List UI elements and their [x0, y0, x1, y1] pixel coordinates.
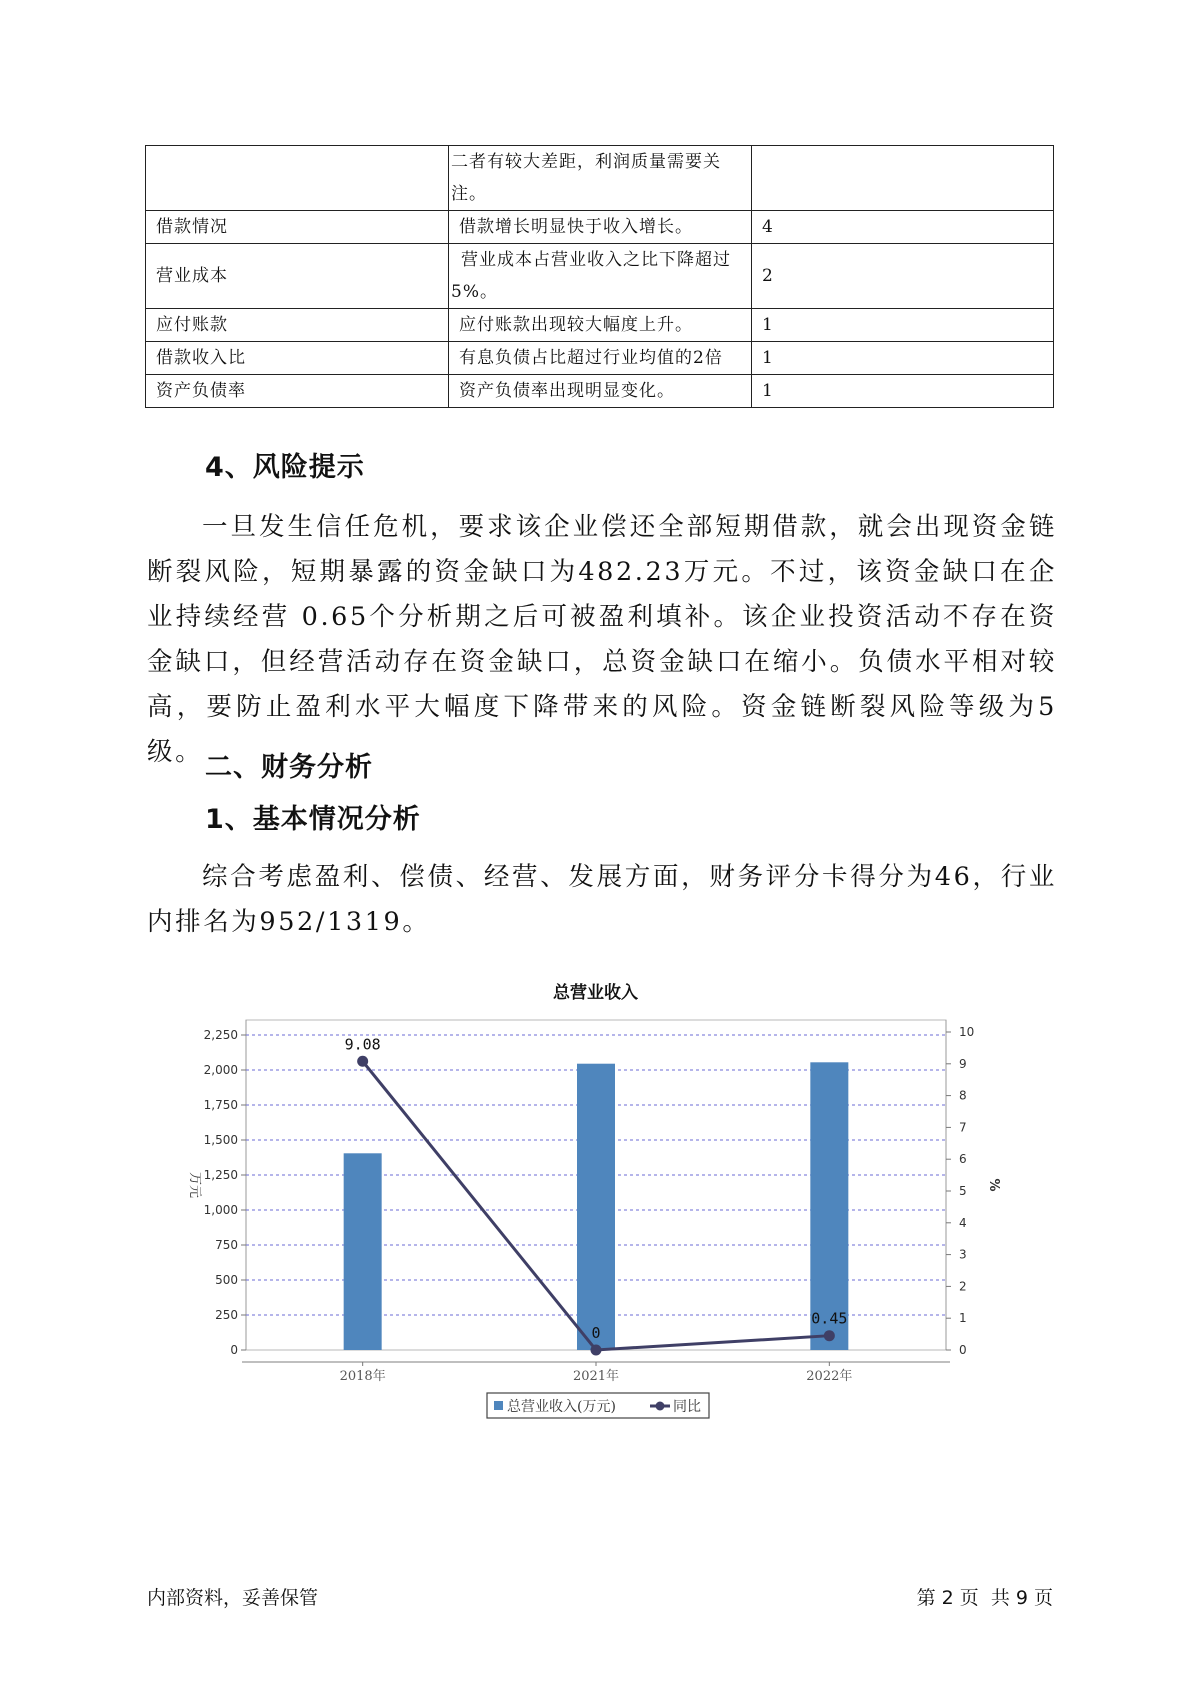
y-axis-label: 万元	[187, 1171, 202, 1199]
section-heading-finance: 二、财务分析	[205, 752, 373, 783]
y2-tick-label: 6	[959, 1152, 967, 1167]
yoy-point-1	[357, 1056, 368, 1067]
subsection-heading-basic: 1、基本情况分析	[205, 804, 421, 835]
y2-axis-label: %	[986, 1178, 1001, 1192]
table-cell: 有息负债占比超过行业均值的2倍	[449, 342, 752, 375]
y2-tick-label: 1	[959, 1311, 967, 1326]
section-heading-risk: 4、风险提示	[205, 452, 365, 483]
y-tick-label: 2,000	[203, 1063, 238, 1077]
table-cell: 借款情况	[146, 211, 449, 244]
legend-bar-swatch	[494, 1401, 503, 1410]
chart-title: 总营业收入	[553, 983, 638, 1003]
legend-bar-label: 总营业收入(万元)	[507, 1399, 616, 1415]
y-tick-label: 500	[215, 1273, 238, 1287]
y-tick-label: 1,500	[203, 1133, 238, 1147]
table-cell: 资产负债率	[146, 375, 449, 408]
table-cell: 借款增长明显快于收入增长。	[449, 211, 752, 244]
x-tick-label: 2022年	[806, 1369, 853, 1384]
table-cell: 4	[752, 211, 1054, 244]
y2-tick-label: 7	[959, 1120, 967, 1135]
y-tick-label: 1,750	[203, 1098, 238, 1112]
y-tick-label: 0	[230, 1343, 238, 1357]
y-tick-label: 250	[215, 1308, 238, 1322]
y2-tick-label: 5	[959, 1184, 967, 1198]
bar-2	[577, 1064, 615, 1350]
table-cell: 二者有较大差距，利润质量需要关注。	[449, 146, 752, 211]
x-tick-label: 2018年	[339, 1369, 386, 1384]
y-tick-label: 750	[215, 1238, 238, 1252]
y2-tick-label: 9	[959, 1056, 967, 1071]
bar-3	[810, 1062, 848, 1350]
table-cell: 借款收入比	[146, 342, 449, 375]
table-cell: 营业成本占营业收入之比下降超过5%。	[449, 244, 752, 309]
risk-paragraph: 一旦发生信任危机，要求该企业偿还全部短期借款，就会出现资金链断裂风险，短期暴露的资金缺口为482.23万元。不过，该资金缺口在企业持续经营 0.65个分析期之后可被盈利填补。该企业投资活动不存在资金缺口，但经营活动存在资金缺口，总资金缺口在缩小。负债水平相对较高，要防止盈利水平大幅度下降带来的风险。资金链断裂风险等级为5级。	[147, 512, 1057, 767]
yoy-point-3	[824, 1330, 835, 1341]
footer-confidential: 内部资料，妥善保管	[147, 1587, 319, 1609]
y-tick-label: 1,000	[203, 1203, 238, 1217]
table-cell: 2	[752, 244, 1054, 309]
y2-tick-label: 4	[959, 1215, 967, 1230]
y2-tick-label: 10	[959, 1025, 975, 1039]
bar-1	[344, 1153, 382, 1350]
table-cell: 资产负债率出现明显变化。	[449, 375, 752, 408]
table-cell: 应付账款	[146, 309, 449, 342]
y2-tick-label: 0	[959, 1343, 967, 1357]
y2-tick-label: 8	[959, 1088, 967, 1103]
table-cell: 营业成本	[146, 244, 449, 309]
basic-analysis-paragraph: 综合考虑盈利、偿债、经营、发展方面，财务评分卡得分为46，行业内排名为952/1319。	[147, 862, 1057, 937]
y2-tick-label: 3	[959, 1247, 967, 1262]
yoy-data-label: 0	[591, 1324, 601, 1342]
y-tick-label: 2,250	[203, 1028, 238, 1042]
yoy-point-2	[591, 1345, 602, 1356]
table-cell: 1	[752, 309, 1054, 342]
legend-line-label: 同比	[673, 1399, 701, 1415]
legend-line-marker	[656, 1402, 665, 1411]
footer-page-number: 第 2 页 共 9 页	[916, 1587, 1053, 1609]
y-tick-label: 1,250	[203, 1168, 238, 1182]
x-tick-label: 2021年	[572, 1369, 620, 1384]
yoy-data-label: 0.45	[811, 1309, 848, 1328]
y2-tick-label: 2	[959, 1279, 967, 1294]
table-cell: 1	[752, 342, 1054, 375]
table-cell: 1	[752, 375, 1054, 408]
yoy-data-label: 9.08	[344, 1035, 381, 1054]
table-cell: 应付账款出现较大幅度上升。	[449, 309, 752, 342]
